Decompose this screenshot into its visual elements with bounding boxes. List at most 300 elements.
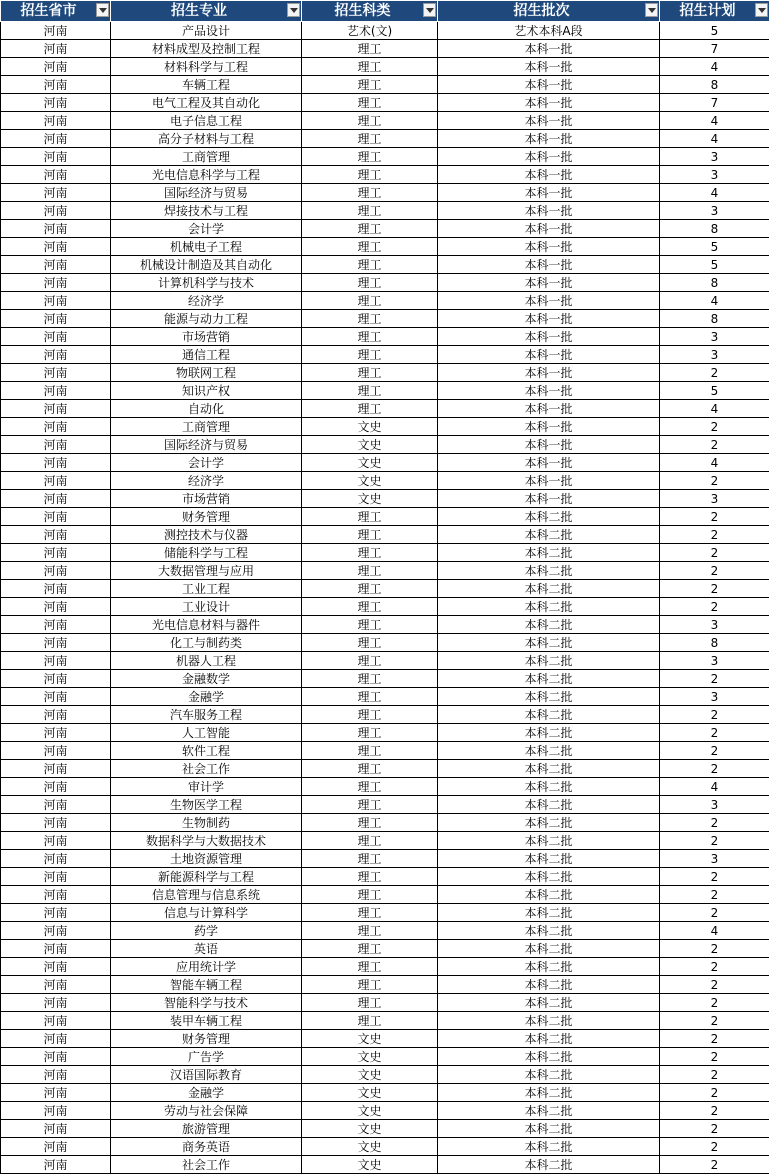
cell-plan[interactable]: 4 [660, 130, 769, 148]
cell-major[interactable]: 社会工作 [111, 760, 302, 778]
cell-batch[interactable]: 本科二批 [438, 832, 660, 850]
cell-province[interactable]: 河南 [1, 850, 111, 868]
cell-subject-type[interactable]: 理工 [302, 310, 438, 328]
cell-batch[interactable]: 本科一批 [438, 130, 660, 148]
cell-subject-type[interactable]: 理工 [302, 922, 438, 940]
cell-subject-type[interactable]: 文史 [302, 472, 438, 490]
cell-province[interactable]: 河南 [1, 688, 111, 706]
cell-province[interactable]: 河南 [1, 922, 111, 940]
cell-subject-type[interactable]: 理工 [302, 166, 438, 184]
cell-major[interactable]: 材料科学与工程 [111, 58, 302, 76]
cell-batch[interactable]: 本科一批 [438, 76, 660, 94]
cell-province[interactable]: 河南 [1, 706, 111, 724]
cell-subject-type[interactable]: 理工 [302, 634, 438, 652]
cell-province[interactable]: 河南 [1, 382, 111, 400]
cell-major[interactable]: 国际经济与贸易 [111, 436, 302, 454]
cell-province[interactable]: 河南 [1, 778, 111, 796]
cell-batch[interactable]: 本科二批 [438, 742, 660, 760]
filter-dropdown-icon[interactable] [96, 3, 109, 17]
cell-plan[interactable]: 2 [660, 580, 769, 598]
cell-province[interactable]: 河南 [1, 742, 111, 760]
cell-plan[interactable]: 7 [660, 94, 769, 112]
cell-major[interactable]: 会计学 [111, 220, 302, 238]
cell-major[interactable]: 英语 [111, 940, 302, 958]
cell-major[interactable]: 工商管理 [111, 148, 302, 166]
cell-subject-type[interactable]: 理工 [302, 670, 438, 688]
cell-subject-type[interactable]: 理工 [302, 328, 438, 346]
cell-province[interactable]: 河南 [1, 112, 111, 130]
cell-plan[interactable]: 3 [660, 148, 769, 166]
cell-plan[interactable]: 2 [660, 1030, 769, 1048]
cell-batch[interactable]: 本科二批 [438, 670, 660, 688]
cell-province[interactable]: 河南 [1, 436, 111, 454]
cell-plan[interactable]: 2 [660, 976, 769, 994]
cell-subject-type[interactable]: 理工 [302, 832, 438, 850]
cell-major[interactable]: 劳动与社会保障 [111, 1102, 302, 1120]
cell-plan[interactable]: 5 [660, 22, 769, 40]
cell-plan[interactable]: 2 [660, 958, 769, 976]
cell-batch[interactable]: 艺术本科A段 [438, 22, 660, 40]
cell-batch[interactable]: 本科二批 [438, 958, 660, 976]
cell-subject-type[interactable]: 文史 [302, 1102, 438, 1120]
cell-batch[interactable]: 本科一批 [438, 310, 660, 328]
cell-subject-type[interactable]: 理工 [302, 40, 438, 58]
cell-subject-type[interactable]: 文史 [302, 1138, 438, 1156]
cell-province[interactable]: 河南 [1, 868, 111, 886]
cell-province[interactable]: 河南 [1, 1048, 111, 1066]
cell-plan[interactable]: 2 [660, 418, 769, 436]
cell-batch[interactable]: 本科二批 [438, 922, 660, 940]
cell-batch[interactable]: 本科一批 [438, 58, 660, 76]
cell-batch[interactable]: 本科二批 [438, 1120, 660, 1138]
cell-plan[interactable]: 5 [660, 238, 769, 256]
cell-plan[interactable]: 2 [660, 562, 769, 580]
cell-batch[interactable]: 本科二批 [438, 706, 660, 724]
cell-major[interactable]: 智能车辆工程 [111, 976, 302, 994]
cell-subject-type[interactable]: 理工 [302, 976, 438, 994]
cell-batch[interactable]: 本科二批 [438, 580, 660, 598]
cell-province[interactable]: 河南 [1, 616, 111, 634]
cell-batch[interactable]: 本科二批 [438, 1066, 660, 1084]
cell-subject-type[interactable]: 理工 [302, 994, 438, 1012]
cell-batch[interactable]: 本科二批 [438, 940, 660, 958]
cell-province[interactable]: 河南 [1, 220, 111, 238]
cell-batch[interactable]: 本科一批 [438, 94, 660, 112]
cell-province[interactable]: 河南 [1, 148, 111, 166]
cell-plan[interactable]: 2 [660, 760, 769, 778]
cell-province[interactable]: 河南 [1, 634, 111, 652]
cell-subject-type[interactable]: 理工 [302, 778, 438, 796]
cell-subject-type[interactable]: 理工 [302, 1012, 438, 1030]
cell-subject-type[interactable]: 文史 [302, 490, 438, 508]
cell-major[interactable]: 信息管理与信息系统 [111, 886, 302, 904]
cell-batch[interactable]: 本科二批 [438, 634, 660, 652]
cell-major[interactable]: 机械设计制造及其自动化 [111, 256, 302, 274]
cell-batch[interactable]: 本科一批 [438, 364, 660, 382]
cell-major[interactable]: 市场营销 [111, 328, 302, 346]
cell-plan[interactable]: 2 [660, 1138, 769, 1156]
cell-subject-type[interactable]: 文史 [302, 1156, 438, 1174]
cell-major[interactable]: 通信工程 [111, 346, 302, 364]
cell-province[interactable]: 河南 [1, 724, 111, 742]
cell-province[interactable]: 河南 [1, 580, 111, 598]
cell-subject-type[interactable]: 理工 [302, 688, 438, 706]
cell-province[interactable]: 河南 [1, 1084, 111, 1102]
cell-subject-type[interactable]: 理工 [302, 814, 438, 832]
cell-subject-type[interactable]: 理工 [302, 112, 438, 130]
cell-major[interactable]: 光电信息材料与器件 [111, 616, 302, 634]
cell-major[interactable]: 测控技术与仪器 [111, 526, 302, 544]
cell-subject-type[interactable]: 理工 [302, 544, 438, 562]
cell-batch[interactable]: 本科二批 [438, 526, 660, 544]
cell-batch[interactable]: 本科一批 [438, 328, 660, 346]
cell-subject-type[interactable]: 理工 [302, 292, 438, 310]
cell-province[interactable]: 河南 [1, 526, 111, 544]
cell-plan[interactable]: 2 [660, 742, 769, 760]
cell-province[interactable]: 河南 [1, 976, 111, 994]
cell-major[interactable]: 金融数学 [111, 670, 302, 688]
cell-plan[interactable]: 5 [660, 382, 769, 400]
cell-major[interactable]: 焊接技术与工程 [111, 202, 302, 220]
cell-major[interactable]: 商务英语 [111, 1138, 302, 1156]
cell-major[interactable]: 药学 [111, 922, 302, 940]
cell-major[interactable]: 能源与动力工程 [111, 310, 302, 328]
cell-subject-type[interactable]: 文史 [302, 1030, 438, 1048]
cell-plan[interactable]: 2 [660, 544, 769, 562]
cell-batch[interactable]: 本科二批 [438, 796, 660, 814]
cell-province[interactable]: 河南 [1, 1030, 111, 1048]
cell-province[interactable]: 河南 [1, 22, 111, 40]
cell-major[interactable]: 大数据管理与应用 [111, 562, 302, 580]
cell-subject-type[interactable]: 艺术(文) [302, 22, 438, 40]
cell-batch[interactable]: 本科一批 [438, 292, 660, 310]
cell-subject-type[interactable]: 理工 [302, 652, 438, 670]
cell-subject-type[interactable]: 理工 [302, 184, 438, 202]
cell-subject-type[interactable]: 文史 [302, 1066, 438, 1084]
cell-major[interactable]: 数据科学与大数据技术 [111, 832, 302, 850]
cell-major[interactable]: 储能科学与工程 [111, 544, 302, 562]
cell-plan[interactable]: 2 [660, 724, 769, 742]
cell-batch[interactable]: 本科二批 [438, 652, 660, 670]
cell-subject-type[interactable]: 理工 [302, 148, 438, 166]
cell-province[interactable]: 河南 [1, 76, 111, 94]
cell-major[interactable]: 机械电子工程 [111, 238, 302, 256]
cell-province[interactable]: 河南 [1, 364, 111, 382]
cell-plan[interactable]: 2 [660, 1156, 769, 1174]
cell-subject-type[interactable]: 理工 [302, 724, 438, 742]
cell-subject-type[interactable]: 文史 [302, 1120, 438, 1138]
cell-province[interactable]: 河南 [1, 904, 111, 922]
cell-province[interactable]: 河南 [1, 256, 111, 274]
cell-plan[interactable]: 2 [660, 1120, 769, 1138]
cell-major[interactable]: 工商管理 [111, 418, 302, 436]
cell-province[interactable]: 河南 [1, 508, 111, 526]
cell-province[interactable]: 河南 [1, 274, 111, 292]
cell-batch[interactable]: 本科二批 [438, 1156, 660, 1174]
cell-batch[interactable]: 本科二批 [438, 1030, 660, 1048]
cell-batch[interactable]: 本科一批 [438, 40, 660, 58]
cell-province[interactable]: 河南 [1, 310, 111, 328]
cell-province[interactable]: 河南 [1, 670, 111, 688]
cell-batch[interactable]: 本科一批 [438, 112, 660, 130]
cell-subject-type[interactable]: 理工 [302, 94, 438, 112]
cell-subject-type[interactable]: 理工 [302, 364, 438, 382]
cell-plan[interactable]: 2 [660, 436, 769, 454]
cell-province[interactable]: 河南 [1, 454, 111, 472]
cell-major[interactable]: 化工与制药类 [111, 634, 302, 652]
cell-province[interactable]: 河南 [1, 994, 111, 1012]
cell-major[interactable]: 工业工程 [111, 580, 302, 598]
filter-dropdown-icon[interactable] [645, 3, 658, 17]
cell-subject-type[interactable]: 文史 [302, 418, 438, 436]
cell-major[interactable]: 机器人工程 [111, 652, 302, 670]
cell-major[interactable]: 电子信息工程 [111, 112, 302, 130]
cell-province[interactable]: 河南 [1, 652, 111, 670]
cell-plan[interactable]: 4 [660, 454, 769, 472]
cell-province[interactable]: 河南 [1, 562, 111, 580]
cell-province[interactable]: 河南 [1, 1012, 111, 1030]
cell-major[interactable]: 人工智能 [111, 724, 302, 742]
cell-subject-type[interactable]: 文史 [302, 454, 438, 472]
cell-batch[interactable]: 本科一批 [438, 400, 660, 418]
cell-plan[interactable]: 8 [660, 220, 769, 238]
cell-major[interactable]: 国际经济与贸易 [111, 184, 302, 202]
cell-plan[interactable]: 3 [660, 202, 769, 220]
cell-batch[interactable]: 本科一批 [438, 436, 660, 454]
cell-province[interactable]: 河南 [1, 292, 111, 310]
cell-plan[interactable]: 2 [660, 886, 769, 904]
cell-subject-type[interactable]: 理工 [302, 220, 438, 238]
cell-plan[interactable]: 2 [660, 1066, 769, 1084]
cell-major[interactable]: 经济学 [111, 472, 302, 490]
cell-major[interactable]: 软件工程 [111, 742, 302, 760]
cell-province[interactable]: 河南 [1, 94, 111, 112]
cell-province[interactable]: 河南 [1, 472, 111, 490]
cell-plan[interactable]: 2 [660, 814, 769, 832]
cell-plan[interactable]: 2 [660, 598, 769, 616]
cell-batch[interactable]: 本科二批 [438, 562, 660, 580]
cell-province[interactable]: 河南 [1, 130, 111, 148]
cell-major[interactable]: 知识产权 [111, 382, 302, 400]
cell-batch[interactable]: 本科二批 [438, 544, 660, 562]
cell-major[interactable]: 智能科学与技术 [111, 994, 302, 1012]
cell-province[interactable]: 河南 [1, 328, 111, 346]
cell-major[interactable]: 信息与计算科学 [111, 904, 302, 922]
cell-subject-type[interactable]: 理工 [302, 382, 438, 400]
cell-plan[interactable]: 4 [660, 58, 769, 76]
cell-major[interactable]: 光电信息科学与工程 [111, 166, 302, 184]
cell-plan[interactable]: 3 [660, 328, 769, 346]
cell-batch[interactable]: 本科一批 [438, 418, 660, 436]
filter-dropdown-icon[interactable] [423, 3, 436, 17]
cell-plan[interactable]: 3 [660, 346, 769, 364]
cell-plan[interactable]: 8 [660, 76, 769, 94]
cell-province[interactable]: 河南 [1, 238, 111, 256]
cell-subject-type[interactable]: 理工 [302, 940, 438, 958]
cell-major[interactable]: 车辆工程 [111, 76, 302, 94]
cell-subject-type[interactable]: 理工 [302, 508, 438, 526]
cell-major[interactable]: 汽车服务工程 [111, 706, 302, 724]
cell-subject-type[interactable]: 理工 [302, 886, 438, 904]
cell-major[interactable]: 市场营销 [111, 490, 302, 508]
cell-subject-type[interactable]: 文史 [302, 1048, 438, 1066]
cell-batch[interactable]: 本科一批 [438, 454, 660, 472]
cell-major[interactable]: 新能源科学与工程 [111, 868, 302, 886]
cell-batch[interactable]: 本科二批 [438, 760, 660, 778]
cell-batch[interactable]: 本科二批 [438, 886, 660, 904]
cell-batch[interactable]: 本科二批 [438, 508, 660, 526]
cell-major[interactable]: 汉语国际教育 [111, 1066, 302, 1084]
cell-plan[interactable]: 4 [660, 184, 769, 202]
cell-province[interactable]: 河南 [1, 1066, 111, 1084]
cell-subject-type[interactable]: 理工 [302, 904, 438, 922]
cell-subject-type[interactable]: 理工 [302, 202, 438, 220]
cell-batch[interactable]: 本科二批 [438, 994, 660, 1012]
cell-major[interactable]: 工业设计 [111, 598, 302, 616]
cell-batch[interactable]: 本科二批 [438, 1102, 660, 1120]
cell-batch[interactable]: 本科一批 [438, 490, 660, 508]
cell-batch[interactable]: 本科一批 [438, 184, 660, 202]
cell-batch[interactable]: 本科一批 [438, 346, 660, 364]
cell-province[interactable]: 河南 [1, 1102, 111, 1120]
cell-subject-type[interactable]: 理工 [302, 616, 438, 634]
cell-plan[interactable]: 2 [660, 1084, 769, 1102]
cell-batch[interactable]: 本科二批 [438, 598, 660, 616]
cell-plan[interactable]: 4 [660, 400, 769, 418]
cell-batch[interactable]: 本科二批 [438, 868, 660, 886]
cell-batch[interactable]: 本科一批 [438, 148, 660, 166]
cell-major[interactable]: 广告学 [111, 1048, 302, 1066]
cell-plan[interactable]: 4 [660, 778, 769, 796]
cell-batch[interactable]: 本科二批 [438, 688, 660, 706]
cell-subject-type[interactable]: 理工 [302, 868, 438, 886]
cell-subject-type[interactable]: 理工 [302, 130, 438, 148]
cell-batch[interactable]: 本科一批 [438, 238, 660, 256]
cell-subject-type[interactable]: 理工 [302, 706, 438, 724]
cell-major[interactable]: 金融学 [111, 1084, 302, 1102]
cell-subject-type[interactable]: 理工 [302, 850, 438, 868]
cell-province[interactable]: 河南 [1, 418, 111, 436]
filter-dropdown-icon[interactable] [287, 3, 300, 17]
cell-batch[interactable]: 本科二批 [438, 1048, 660, 1066]
cell-batch[interactable]: 本科一批 [438, 256, 660, 274]
cell-plan[interactable]: 3 [660, 652, 769, 670]
cell-subject-type[interactable]: 理工 [302, 562, 438, 580]
cell-batch[interactable]: 本科二批 [438, 904, 660, 922]
cell-province[interactable]: 河南 [1, 1156, 111, 1174]
cell-plan[interactable]: 4 [660, 112, 769, 130]
cell-batch[interactable]: 本科二批 [438, 1012, 660, 1030]
cell-province[interactable]: 河南 [1, 1138, 111, 1156]
cell-province[interactable]: 河南 [1, 490, 111, 508]
cell-plan[interactable]: 3 [660, 688, 769, 706]
cell-major[interactable]: 审计学 [111, 778, 302, 796]
cell-subject-type[interactable]: 理工 [302, 58, 438, 76]
cell-major[interactable]: 自动化 [111, 400, 302, 418]
cell-plan[interactable]: 2 [660, 994, 769, 1012]
cell-plan[interactable]: 8 [660, 310, 769, 328]
cell-major[interactable]: 电气工程及其自动化 [111, 94, 302, 112]
cell-batch[interactable]: 本科二批 [438, 1138, 660, 1156]
cell-plan[interactable]: 2 [660, 364, 769, 382]
cell-subject-type[interactable]: 文史 [302, 1084, 438, 1102]
cell-plan[interactable]: 3 [660, 850, 769, 868]
cell-subject-type[interactable]: 文史 [302, 436, 438, 454]
cell-subject-type[interactable]: 理工 [302, 796, 438, 814]
cell-province[interactable]: 河南 [1, 940, 111, 958]
cell-major[interactable]: 物联网工程 [111, 364, 302, 382]
cell-province[interactable]: 河南 [1, 598, 111, 616]
cell-subject-type[interactable]: 理工 [302, 346, 438, 364]
cell-batch[interactable]: 本科一批 [438, 166, 660, 184]
cell-plan[interactable]: 4 [660, 922, 769, 940]
cell-province[interactable]: 河南 [1, 544, 111, 562]
cell-province[interactable]: 河南 [1, 958, 111, 976]
cell-subject-type[interactable]: 理工 [302, 958, 438, 976]
cell-batch[interactable]: 本科二批 [438, 616, 660, 634]
cell-plan[interactable]: 2 [660, 1048, 769, 1066]
cell-major[interactable]: 金融学 [111, 688, 302, 706]
cell-major[interactable]: 高分子材料与工程 [111, 130, 302, 148]
cell-plan[interactable]: 3 [660, 796, 769, 814]
cell-plan[interactable]: 2 [660, 670, 769, 688]
cell-plan[interactable]: 8 [660, 274, 769, 292]
cell-province[interactable]: 河南 [1, 400, 111, 418]
cell-major[interactable]: 土地资源管理 [111, 850, 302, 868]
cell-subject-type[interactable]: 理工 [302, 580, 438, 598]
cell-plan[interactable]: 2 [660, 940, 769, 958]
cell-major[interactable]: 经济学 [111, 292, 302, 310]
cell-batch[interactable]: 本科二批 [438, 976, 660, 994]
cell-subject-type[interactable]: 理工 [302, 598, 438, 616]
cell-province[interactable]: 河南 [1, 58, 111, 76]
cell-subject-type[interactable]: 理工 [302, 238, 438, 256]
cell-province[interactable]: 河南 [1, 202, 111, 220]
cell-subject-type[interactable]: 理工 [302, 400, 438, 418]
cell-batch[interactable]: 本科二批 [438, 724, 660, 742]
cell-subject-type[interactable]: 理工 [302, 76, 438, 94]
cell-plan[interactable]: 3 [660, 166, 769, 184]
cell-province[interactable]: 河南 [1, 184, 111, 202]
cell-plan[interactable]: 2 [660, 706, 769, 724]
cell-subject-type[interactable]: 理工 [302, 256, 438, 274]
cell-subject-type[interactable]: 理工 [302, 742, 438, 760]
cell-major[interactable]: 财务管理 [111, 1030, 302, 1048]
cell-plan[interactable]: 2 [660, 904, 769, 922]
cell-batch[interactable]: 本科一批 [438, 472, 660, 490]
cell-batch[interactable]: 本科二批 [438, 850, 660, 868]
cell-batch[interactable]: 本科二批 [438, 1084, 660, 1102]
cell-province[interactable]: 河南 [1, 886, 111, 904]
cell-province[interactable]: 河南 [1, 1120, 111, 1138]
cell-plan[interactable]: 2 [660, 868, 769, 886]
cell-major[interactable]: 财务管理 [111, 508, 302, 526]
cell-plan[interactable]: 7 [660, 40, 769, 58]
cell-province[interactable]: 河南 [1, 796, 111, 814]
cell-plan[interactable]: 4 [660, 292, 769, 310]
cell-batch[interactable]: 本科二批 [438, 778, 660, 796]
cell-subject-type[interactable]: 理工 [302, 274, 438, 292]
cell-plan[interactable]: 8 [660, 634, 769, 652]
cell-province[interactable]: 河南 [1, 40, 111, 58]
cell-province[interactable]: 河南 [1, 832, 111, 850]
cell-major[interactable]: 会计学 [111, 454, 302, 472]
cell-major[interactable]: 应用统计学 [111, 958, 302, 976]
cell-province[interactable]: 河南 [1, 760, 111, 778]
cell-plan[interactable]: 3 [660, 616, 769, 634]
cell-subject-type[interactable]: 理工 [302, 526, 438, 544]
cell-batch[interactable]: 本科一批 [438, 382, 660, 400]
